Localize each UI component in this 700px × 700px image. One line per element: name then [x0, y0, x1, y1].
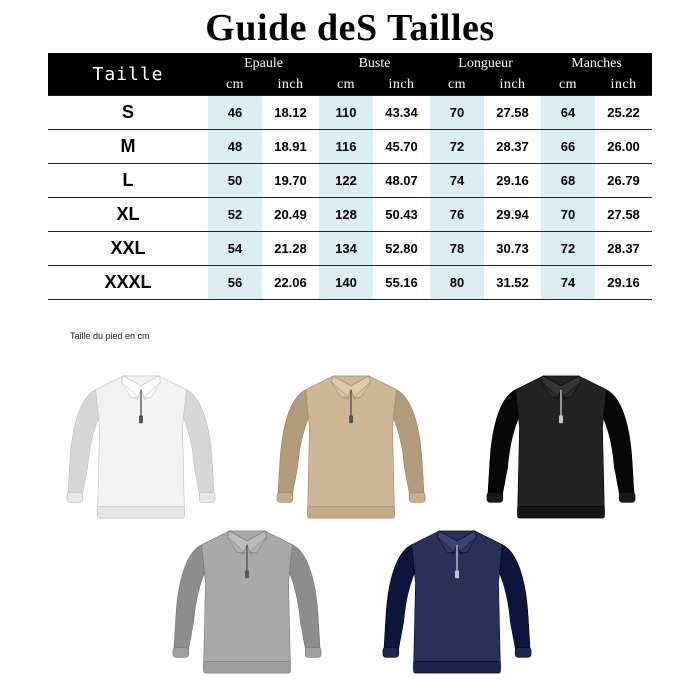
unit-header-cm: cm [541, 74, 595, 96]
inch-value-cell: 18.91 [262, 130, 319, 164]
inch-value-cell: 30.73 [484, 232, 541, 266]
cm-value-cell: 72 [541, 232, 595, 266]
inch-value-cell: 19.70 [262, 164, 319, 198]
cm-value-cell: 56 [208, 266, 262, 300]
inch-value-cell: 48.07 [373, 164, 430, 198]
unit-header-inch: inch [595, 74, 652, 96]
size-label: XL [48, 198, 208, 232]
header-row-groups [48, 53, 652, 74]
cm-value-cell: 54 [208, 232, 262, 266]
inch-value-cell: 25.22 [595, 96, 652, 130]
inch-value-cell: 20.49 [262, 198, 319, 232]
table-row [48, 164, 652, 198]
inch-value-cell: 50.43 [373, 198, 430, 232]
size-label: XXL [48, 232, 208, 266]
inch-value-cell: 27.58 [595, 198, 652, 232]
cm-value-cell: 66 [541, 130, 595, 164]
group-header-buste: Buste [319, 53, 430, 74]
inch-value-cell: 55.16 [373, 266, 430, 300]
table-row [48, 266, 652, 300]
inch-value-cell: 22.06 [262, 266, 319, 300]
sweater-beige [272, 367, 430, 527]
table-row [48, 198, 652, 232]
sweater-illustration [378, 522, 536, 682]
cm-value-cell: 74 [541, 266, 595, 300]
inch-value-cell: 29.94 [484, 198, 541, 232]
cm-value-cell: 78 [430, 232, 484, 266]
cm-value-cell: 134 [319, 232, 373, 266]
sweater-navy [378, 522, 536, 682]
sweater-white [62, 367, 220, 527]
inch-value-cell: 45.70 [373, 130, 430, 164]
table-row [48, 130, 652, 164]
unit-header-cm: cm [208, 74, 262, 96]
cm-value-cell: 110 [319, 96, 373, 130]
cm-value-cell: 46 [208, 96, 262, 130]
group-header-longueur: Longueur [430, 53, 541, 74]
table-row [48, 96, 652, 130]
inch-value-cell: 26.00 [595, 130, 652, 164]
sweater-illustration [168, 522, 326, 682]
inch-value-cell: 28.37 [595, 232, 652, 266]
inch-value-cell: 28.37 [484, 130, 541, 164]
cm-value-cell: 68 [541, 164, 595, 198]
sweater-illustration [62, 367, 220, 527]
cm-value-cell: 116 [319, 130, 373, 164]
cm-value-cell: 72 [430, 130, 484, 164]
cm-value-cell: 52 [208, 198, 262, 232]
unit-header-inch: inch [373, 74, 430, 96]
inch-value-cell: 21.28 [262, 232, 319, 266]
unit-header-cm: cm [430, 74, 484, 96]
cm-value-cell: 70 [430, 96, 484, 130]
inch-value-cell: 29.16 [484, 164, 541, 198]
inch-value-cell: 43.34 [373, 96, 430, 130]
unit-header-inch: inch [484, 74, 541, 96]
group-header-epaule: Epaule [208, 53, 319, 74]
sweater-grey [168, 522, 326, 682]
cm-value-cell: 70 [541, 198, 595, 232]
inch-value-cell: 26.79 [595, 164, 652, 198]
size-rows [48, 96, 652, 300]
unit-header-inch: inch [262, 74, 319, 96]
inch-value-cell: 52.80 [373, 232, 430, 266]
size-label: S [48, 96, 208, 130]
sweater-illustration [482, 367, 640, 527]
page-title: Guide deS Tailles [205, 7, 495, 49]
size-note: Taille du pied en cm [70, 331, 150, 341]
inch-value-cell: 18.12 [262, 96, 319, 130]
cm-value-cell: 140 [319, 266, 373, 300]
sweater-black [482, 367, 640, 527]
cm-value-cell: 76 [430, 198, 484, 232]
inch-value-cell: 31.52 [484, 266, 541, 300]
group-header-manches: Manches [541, 53, 652, 74]
size-label: M [48, 130, 208, 164]
inch-value-cell: 29.16 [595, 266, 652, 300]
cm-value-cell: 122 [319, 164, 373, 198]
size-label: L [48, 164, 208, 198]
cm-value-cell: 48 [208, 130, 262, 164]
cm-value-cell: 64 [541, 96, 595, 130]
size-chart-table [48, 53, 652, 300]
unit-header-cm: cm [319, 74, 373, 96]
inch-value-cell: 27.58 [484, 96, 541, 130]
cm-value-cell: 128 [319, 198, 373, 232]
cm-value-cell: 74 [430, 164, 484, 198]
size-label: XXXL [48, 266, 208, 300]
sweater-illustration [272, 367, 430, 527]
table-row [48, 232, 652, 266]
cm-value-cell: 80 [430, 266, 484, 300]
size-column-header: Taille [48, 53, 208, 96]
cm-value-cell: 50 [208, 164, 262, 198]
